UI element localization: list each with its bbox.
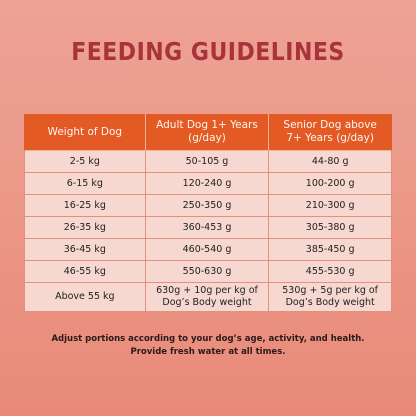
table-row (24, 239, 392, 261)
header-senior (269, 114, 392, 151)
table-row (24, 283, 392, 312)
adult-cell: 460-540 g (146, 239, 270, 261)
note-line-2: Provide fresh water at all times. (130, 347, 286, 357)
table-row (24, 173, 392, 195)
header-adult (146, 114, 270, 151)
note-line-1: Adjust portions according to your dog’s age, activity, and health. (51, 334, 365, 344)
weight-cell: 2-5 kg (24, 151, 146, 173)
weight-cell: 46-55 kg (24, 261, 146, 283)
table-header-row (24, 114, 392, 151)
adult-cell: 250-350 g (146, 195, 270, 217)
adult-cell: 360-453 g (146, 217, 270, 239)
senior-cell: 530g + 5g per kg of Dog’s Body weight (269, 283, 392, 312)
weight-cell: Above 55 kg (24, 283, 146, 312)
header-weight (24, 114, 146, 151)
feeding-note (0, 333, 416, 359)
table-row (24, 151, 392, 173)
senior-cell: 210-300 g (269, 195, 392, 217)
table-row (24, 261, 392, 283)
header-senior-label: Senior Dog above 7+ Years (g/day) (283, 119, 377, 144)
page-title: FEEDING GUIDELINES (71, 38, 345, 67)
feeding-table (24, 114, 392, 312)
senior-cell: 385-450 g (269, 239, 392, 261)
header-weight-label: Weight of Dog (47, 125, 123, 138)
weight-cell: 26-35 kg (24, 217, 146, 239)
weight-cell: 16-25 kg (24, 195, 146, 217)
table-row (24, 195, 392, 217)
senior-cell: 305-380 g (269, 217, 392, 239)
adult-cell: 50-105 g (146, 151, 270, 173)
table-row (24, 217, 392, 239)
senior-cell: 100-200 g (269, 173, 392, 195)
adult-cell: 550-630 g (146, 261, 270, 283)
header-adult-label: Adult Dog 1+ Years (g/day) (156, 119, 258, 144)
senior-cell: 455-530 g (269, 261, 392, 283)
weight-cell: 36-45 kg (24, 239, 146, 261)
adult-cell: 120-240 g (146, 173, 270, 195)
senior-cell: 44-80 g (269, 151, 392, 173)
weight-cell: 6-15 kg (24, 173, 146, 195)
adult-cell: 630g + 10g per kg of Dog’s Body weight (146, 283, 270, 312)
